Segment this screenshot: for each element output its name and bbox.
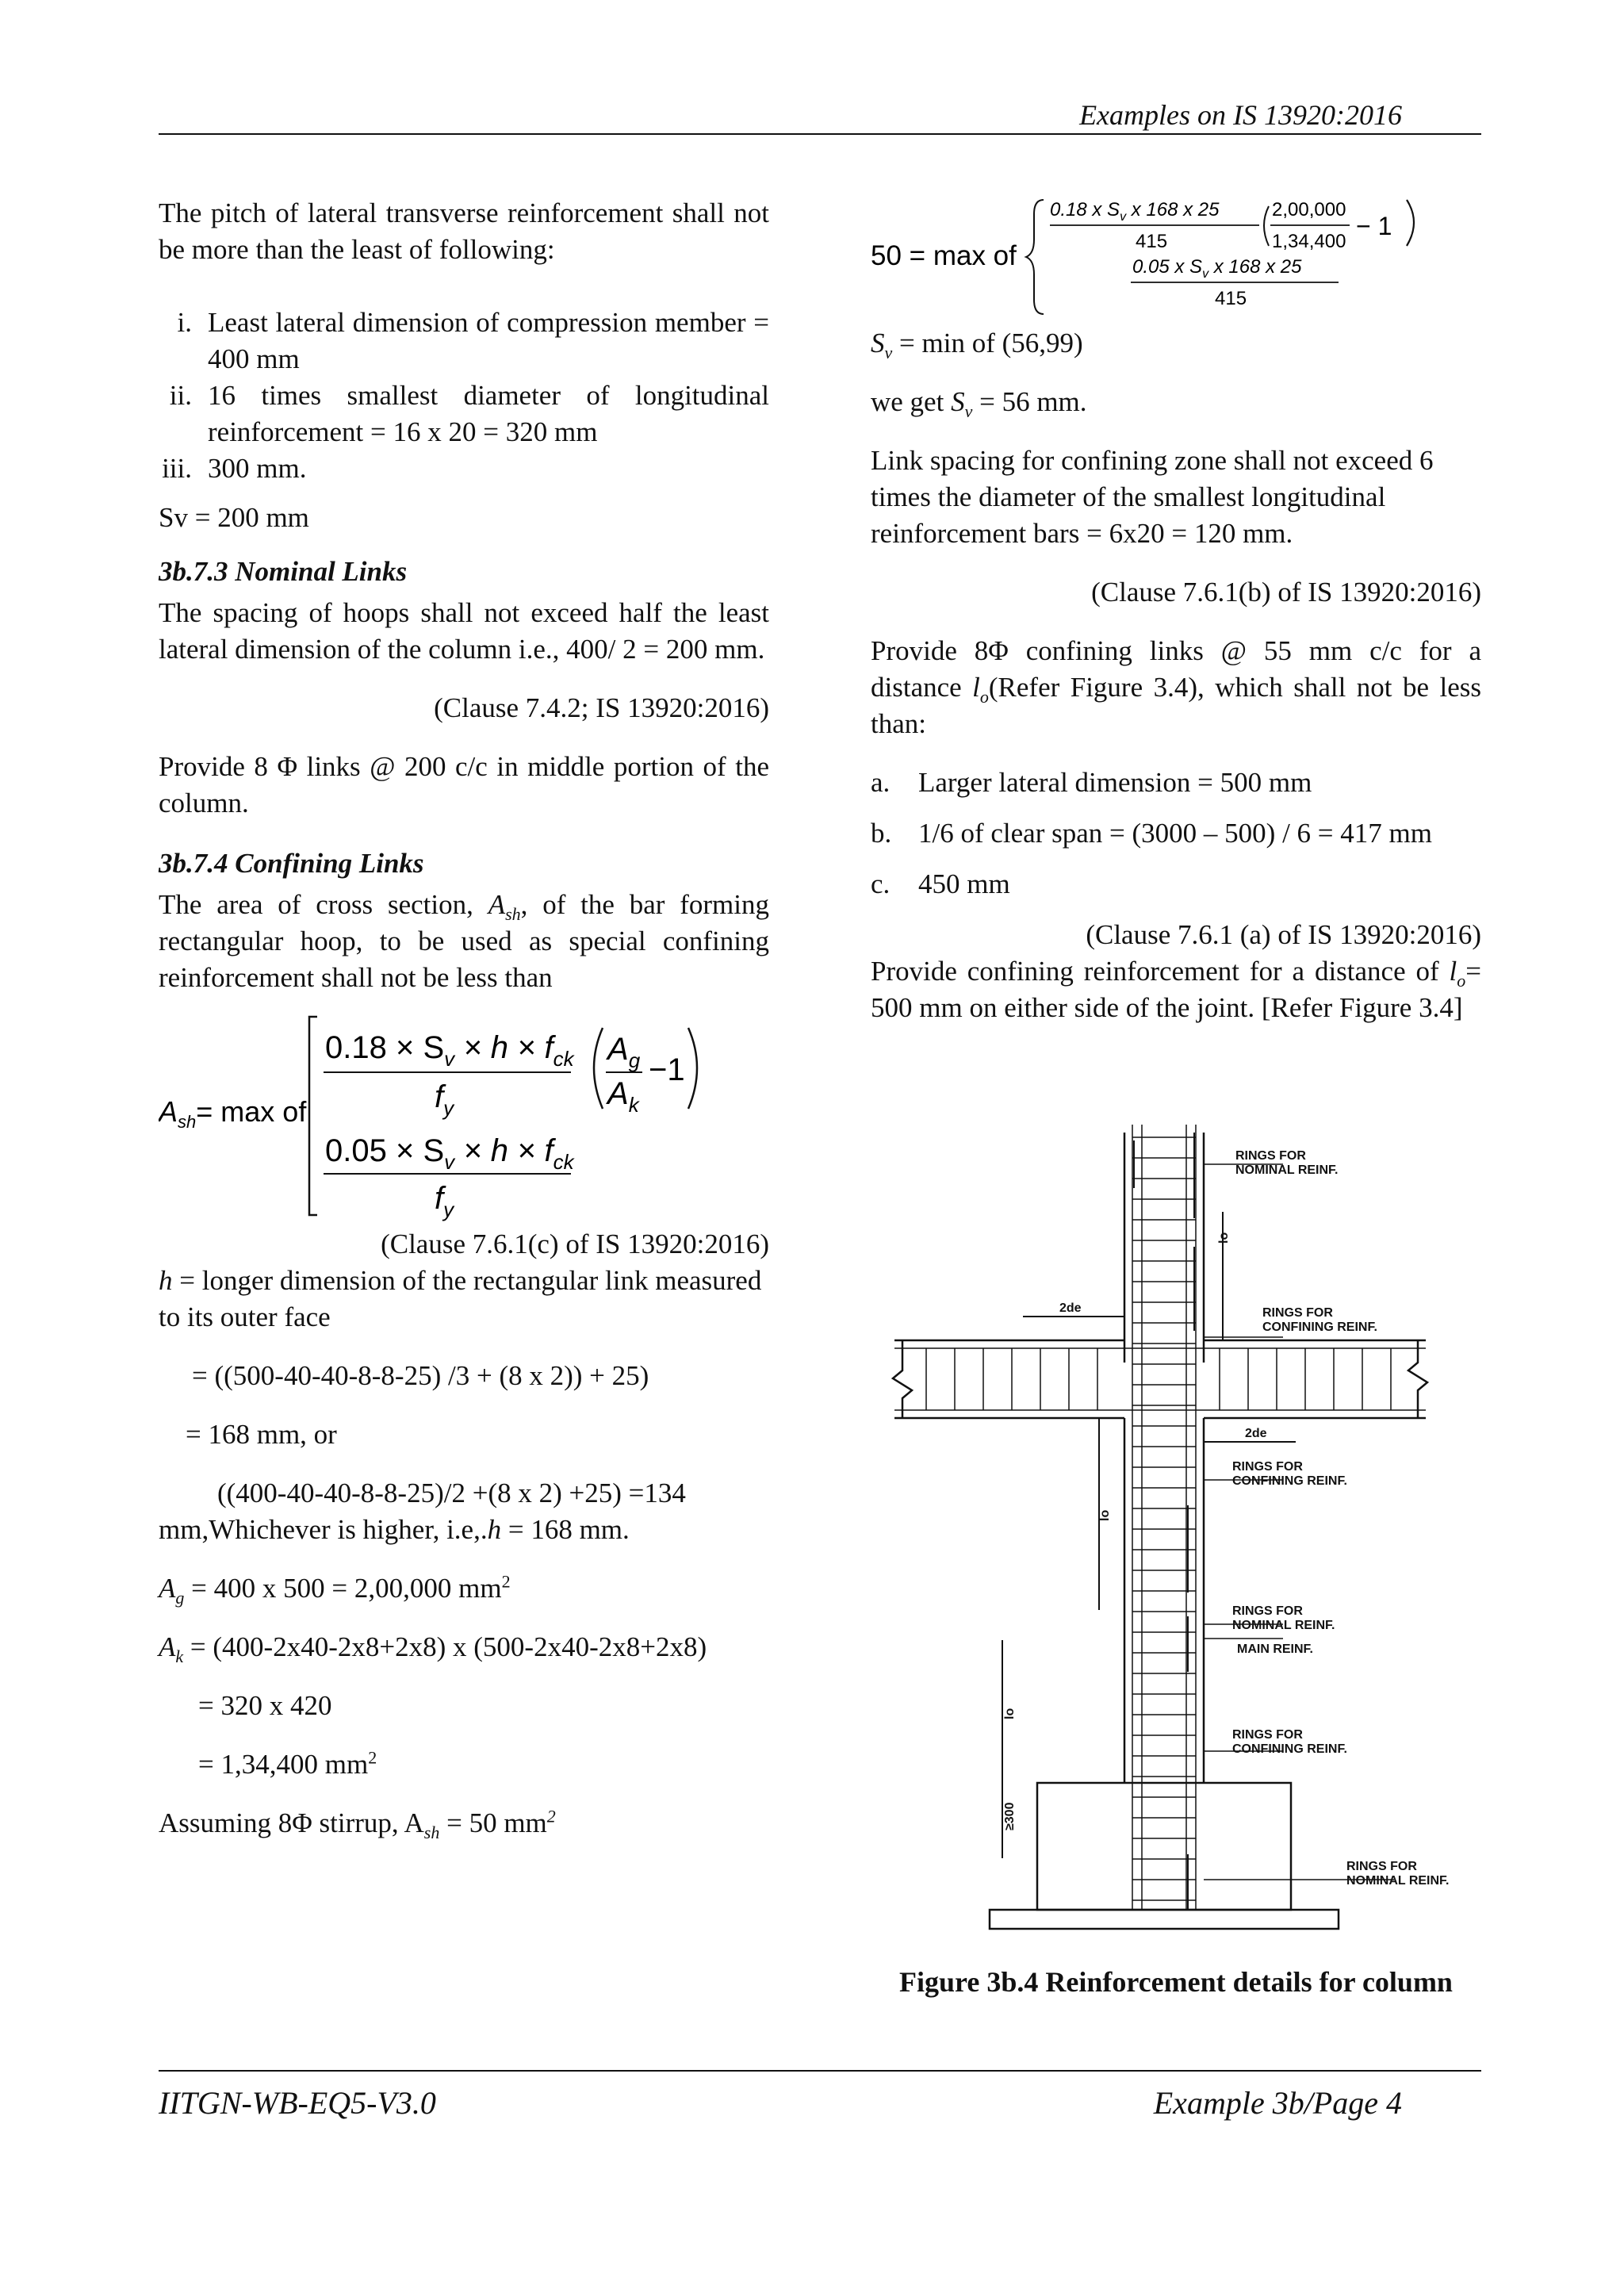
clause-761c: (Clause 7.6.1(c) of IS 13920:2016)	[381, 1228, 769, 1259]
link-spacing-paragraph: Link spacing for confining zone shall not exceed 6 times the diameter of the smallest longitudinal reinforcement bars = 6x20 = 120 mm.	[871, 445, 1434, 549]
we-get-sv: we get $S_v = 56$ mm.	[871, 386, 1087, 421]
label-2de-right: 2de	[1245, 1427, 1267, 1440]
label-nominal-reinf-top: NOMINAL REINF.	[1235, 1163, 1339, 1177]
list-item: ii. 16 times smallest diameter of longitudinal reinforcement = 16 x 20 = 320 mm	[169, 380, 769, 447]
svg-text:0.18 x Sv x 168 x 25: 0.18 x $S_v$ x 168 x 25	[1050, 199, 1220, 224]
svg-text:Ak: $A_k$	[607, 1076, 639, 1117]
calc-line-2: = 168 mm, or	[186, 1419, 337, 1450]
ash-formula-svg	[159, 1010, 769, 1221]
section-heading-nominal-links: 3b.7.3 Nominal Links	[159, 556, 408, 587]
svg-text:0.05 × Sv × h × fck: $0.05 \times S_v \times h \times f_{ck}$	[325, 1133, 574, 1174]
footer-left: IITGN-WB-EQ5-V3.0	[159, 2085, 436, 2121]
assume-stirrup: Assuming 8Φ stirrup, $A_{sh} = 50$ $mm^2$	[159, 1806, 556, 1842]
svg-text:0.05 x Sv x 168 x 25: 0.05 x $S_v$ x 168 x 25	[1132, 256, 1302, 281]
label-rings-confining-3: RINGS FOR	[1232, 1728, 1303, 1742]
list-item: iii. 300 mm.	[162, 453, 307, 484]
page-header	[159, 95, 1481, 135]
label-lo-mid: lo	[1098, 1509, 1112, 1521]
provide-links-paragraph: Provide 8 Φ links @ 200 c/c in middle portion of the column.	[159, 751, 769, 818]
svg-text:50 = max of: 50 = max of	[871, 240, 1017, 271]
list-item: a. Larger lateral dimension = 500 mm	[871, 767, 1312, 798]
clause-761b: (Clause 7.6.1(b) of IS 13920:2016)	[1091, 577, 1481, 608]
section-heading-confining-links: 3b.7.4 Confining Links	[159, 848, 424, 879]
svg-text:0.18 × Sv × h × fck: $0.18 \times S_v \times h \times f_{ck}$	[325, 1030, 574, 1071]
sv-min: $S_v = \min$ of (56,99)	[871, 328, 1083, 362]
label-2de-left: 2de	[1059, 1301, 1082, 1315]
calc-line-3: ((400-40-40-8-8-25)/2 +(8 x 2) +25) =134 mm,Whichever is higher, i.e,.h = 168 mm.	[159, 1478, 686, 1545]
page-footer	[159, 2070, 1481, 2121]
header-title: Examples on IS 13920:2016	[1079, 99, 1402, 131]
svg-text:2,00,000: 2,00,000	[1272, 199, 1346, 220]
confining-links-paragraph: The area of cross section, $A_{sh}$, of the bar forming rectangular hoop, to be used as special confining reinforcement shall not be less than	[159, 889, 769, 993]
h-definition: h = longer dimension of the rectangular link measured to its outer face	[159, 1265, 762, 1332]
sv-equation-svg	[871, 190, 1481, 317]
svg-text:Ash= max of: $A_{sh}= \max$ of	[159, 1095, 307, 1132]
left-column	[159, 195, 769, 1842]
reinforcement-drawing	[871, 1117, 1481, 1938]
ash-formula	[159, 1010, 769, 1221]
pitch-list	[159, 305, 769, 487]
label-lo-bottom: lo	[1003, 1708, 1017, 1719]
clause-761a: (Clause 7.6.1 (a) of IS 13920:2016)	[1086, 919, 1481, 950]
provide-confining-paragraph: Provide confining reinforcement for a distance of $l_o= 500$ mm on either side of the joint. [Refer Figure 3.4]	[871, 956, 1481, 1023]
label-rings-confining-1: RINGS FOR	[1262, 1306, 1333, 1320]
label-nominal-reinf-mid: NOMINAL REINF.	[1232, 1619, 1335, 1632]
reinforcement-figure	[871, 1117, 1481, 1938]
label-ge300: ≥300	[1003, 1802, 1017, 1830]
label-rings-confining-2: RINGS FOR	[1232, 1460, 1303, 1474]
svg-text:415: 415	[1215, 288, 1247, 309]
label-lo-top: lo	[1217, 1232, 1231, 1244]
sv-value: Sv = 200 mm	[159, 502, 309, 533]
svg-text:− 1: − 1	[1356, 212, 1392, 240]
label-confining-reinf-1: CONFINING REINF.	[1262, 1320, 1377, 1334]
label-confining-reinf-2: CONFINING REINF.	[1232, 1474, 1347, 1488]
label-main-reinf: MAIN REINF.	[1237, 1642, 1313, 1656]
svg-text:415: 415	[1136, 231, 1168, 252]
label-rings-nominal-mid: RINGS FOR	[1232, 1604, 1303, 1618]
label-rings-nominal-top: RINGS FOR	[1235, 1149, 1306, 1163]
list-item: c. 450 mm	[871, 868, 1010, 899]
calc-line-1: = ((500-40-40-8-8-25) /3 + (8 x 2)) + 25)	[192, 1360, 649, 1391]
svg-text:fy: $f_y$	[435, 1181, 454, 1221]
ak-value: $A_k = (400-2x40-2x8+2x8)$ x (500-2x40-2x8+2x8)	[159, 1631, 707, 1666]
sv-equation	[871, 190, 1481, 317]
provide-55-paragraph: Provide 8Φ confining links @ 55 mm c/c for a distance $l_o(Refer$ Figure 3.4), which shall not be less than:	[871, 635, 1481, 739]
ag-value: $A_g = 400$ x 500 = 2,00,000 $mm^2$	[159, 1571, 511, 1608]
svg-text:−1: −1	[649, 1052, 685, 1087]
ak-value-2: = 320 x 420	[198, 1690, 332, 1721]
label-nominal-reinf-bottom: NOMINAL REINF.	[1346, 1874, 1450, 1888]
nominal-links-paragraph: The spacing of hoops shall not exceed half the least lateral dimension of the column i.e., 400/ 2 = 200 mm.	[159, 597, 769, 665]
svg-text:1,34,400: 1,34,400	[1272, 231, 1346, 252]
label-confining-reinf-3: CONFINING REINF.	[1232, 1742, 1347, 1756]
intro-paragraph: The pitch of lateral transverse reinforcement shall not be more than the least of following:	[159, 197, 769, 265]
footer-right: Example 3b/Page 4	[1153, 2085, 1402, 2121]
svg-text:fy: $f_y$	[435, 1079, 454, 1120]
list-item: i. Least lateral dimension of compression member = 400 mm	[177, 307, 769, 374]
clause-742: (Clause 7.4.2; IS 13920:2016)	[434, 692, 769, 723]
svg-text:Ag: $A_g$	[607, 1032, 641, 1072]
list-item: b. 1/6 of clear span = (3000 – 500) / 6 = 417 mm	[871, 818, 1432, 849]
label-rings-nominal-bottom: RINGS FOR	[1346, 1860, 1417, 1873]
distance-list	[871, 765, 1481, 903]
figure-caption: Figure 3b.4 Reinforcement details for column	[899, 1966, 1453, 1998]
right-column	[871, 190, 1481, 1026]
ak-value-3: = 1,34,400 $mm^2$	[198, 1747, 377, 1780]
